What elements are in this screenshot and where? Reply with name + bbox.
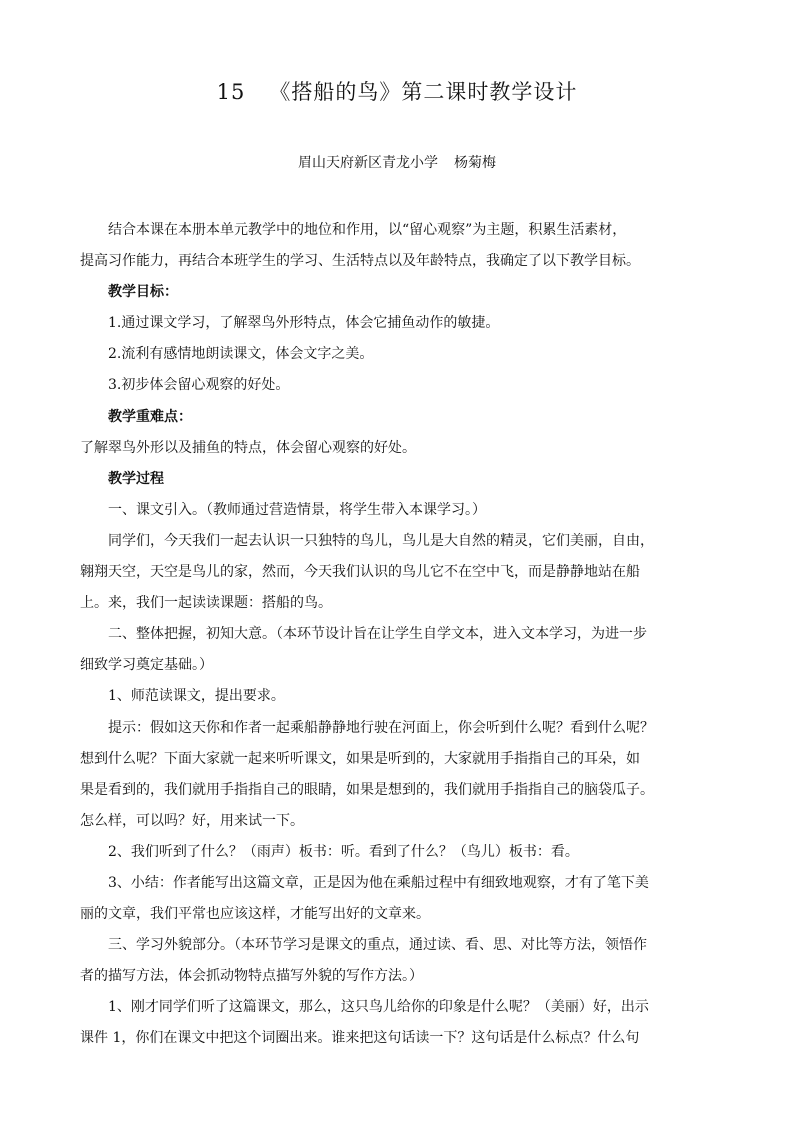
text-line: 怎么样，可以吗？好，用来试一下。 — [80, 812, 304, 829]
document-body — [80, 215, 688, 1055]
text-line: 提高习作能力，再结合本班学生的学习、生活特点以及年龄特点，我确定了以下教学目标。 — [80, 253, 640, 270]
text-line: 1、刚才同学们听了这篇课文，那么，这只鸟儿给你的印象是什么呢？（美丽）好，出示 — [108, 999, 649, 1016]
text-line: 一、课文引入。（教师通过营造情景，将学生带入本课学习。） — [108, 501, 486, 518]
text-line: 翱翔天空，天空是鸟儿的家，然而，今天我们认识的鸟儿它不在空中飞，而是静静地站在船 — [80, 564, 640, 581]
text-line: 想到什么呢？下面大家就一起来听听课文，如果是听到的，大家就用手指指自己的耳朵，如 — [80, 750, 640, 767]
text-line: 结合本课在本册本单元教学中的地位和作用，以“留心观察”为主题，积累生活素材， — [108, 222, 627, 238]
text-line: 二、整体把握，初知大意。（本环节设计旨在让学生自学文本，进入文本学习，为进一步 — [108, 626, 647, 643]
title-text: 《搭船的鸟》第二课时教学设计 — [269, 80, 578, 104]
section-heading: 教学过程 — [108, 470, 164, 487]
document-title — [0, 76, 794, 106]
text-line: 课件 1，你们在课文中把这个词圈出来。谁来把这句话读一下？这句话是什么标点？什么句 — [80, 1030, 640, 1047]
text-line: 2、我们听到了什么？（雨声）板书：听。看到了什么？（鸟儿）板书：看。 — [108, 843, 579, 860]
text-line: 3、小结：作者能写出这篇文章，正是因为他在乘船过程中有细致地观察，才有了笔下美 — [108, 874, 649, 891]
section-heading: 教学重难点： — [108, 408, 192, 425]
text-line: 者的描写方法，体会抓动物特点描写外貌的写作方法。） — [80, 968, 423, 985]
section-heading: 教学目标： — [108, 284, 178, 301]
text-line: 1.通过课文学习，了解翠鸟外形特点，体会它捕鱼动作的敏捷。 — [108, 315, 500, 332]
text-line: 细致学习奠定基础。） — [80, 657, 213, 674]
author-line — [0, 152, 794, 172]
text-line: 三、学习外貌部分。（本环节学习是课文的重点，通过读、看、思、对比等方法，领悟作 — [108, 937, 647, 954]
title-number: 15 — [216, 80, 246, 104]
text-line: 了解翠鸟外形以及捕鱼的特点，体会留心观察的好处。 — [80, 439, 416, 456]
author-name: 杨菊梅 — [454, 155, 496, 171]
author-school: 眉山天府新区青龙小学 — [298, 155, 438, 171]
text-line: 上。来，我们一起读读课题：搭船的鸟。 — [80, 595, 332, 612]
text-line: 1、师范读课文，提出要求。 — [108, 688, 285, 705]
text-line: 丽的文章，我们平常也应该这样，才能写出好的文章来。 — [80, 906, 430, 923]
text-line: 2.流利有感情地朗读课文，体会文字之美。 — [108, 346, 374, 363]
text-line: 同学们，今天我们一起去认识一只独特的鸟儿，鸟儿是大自然的精灵，它们美丽，自由， — [108, 532, 654, 549]
text-line: 提示：假如这天你和作者一起乘船静静地行驶在河面上，你会听到什么呢？看到什么呢？ — [108, 719, 654, 736]
text-line: 果是看到的，我们就用手指指自己的眼睛，如果是想到的，我们就用手指指自己的脑袋瓜子。 — [80, 781, 654, 798]
text-line: 3.初步体会留心观察的好处。 — [108, 377, 290, 394]
